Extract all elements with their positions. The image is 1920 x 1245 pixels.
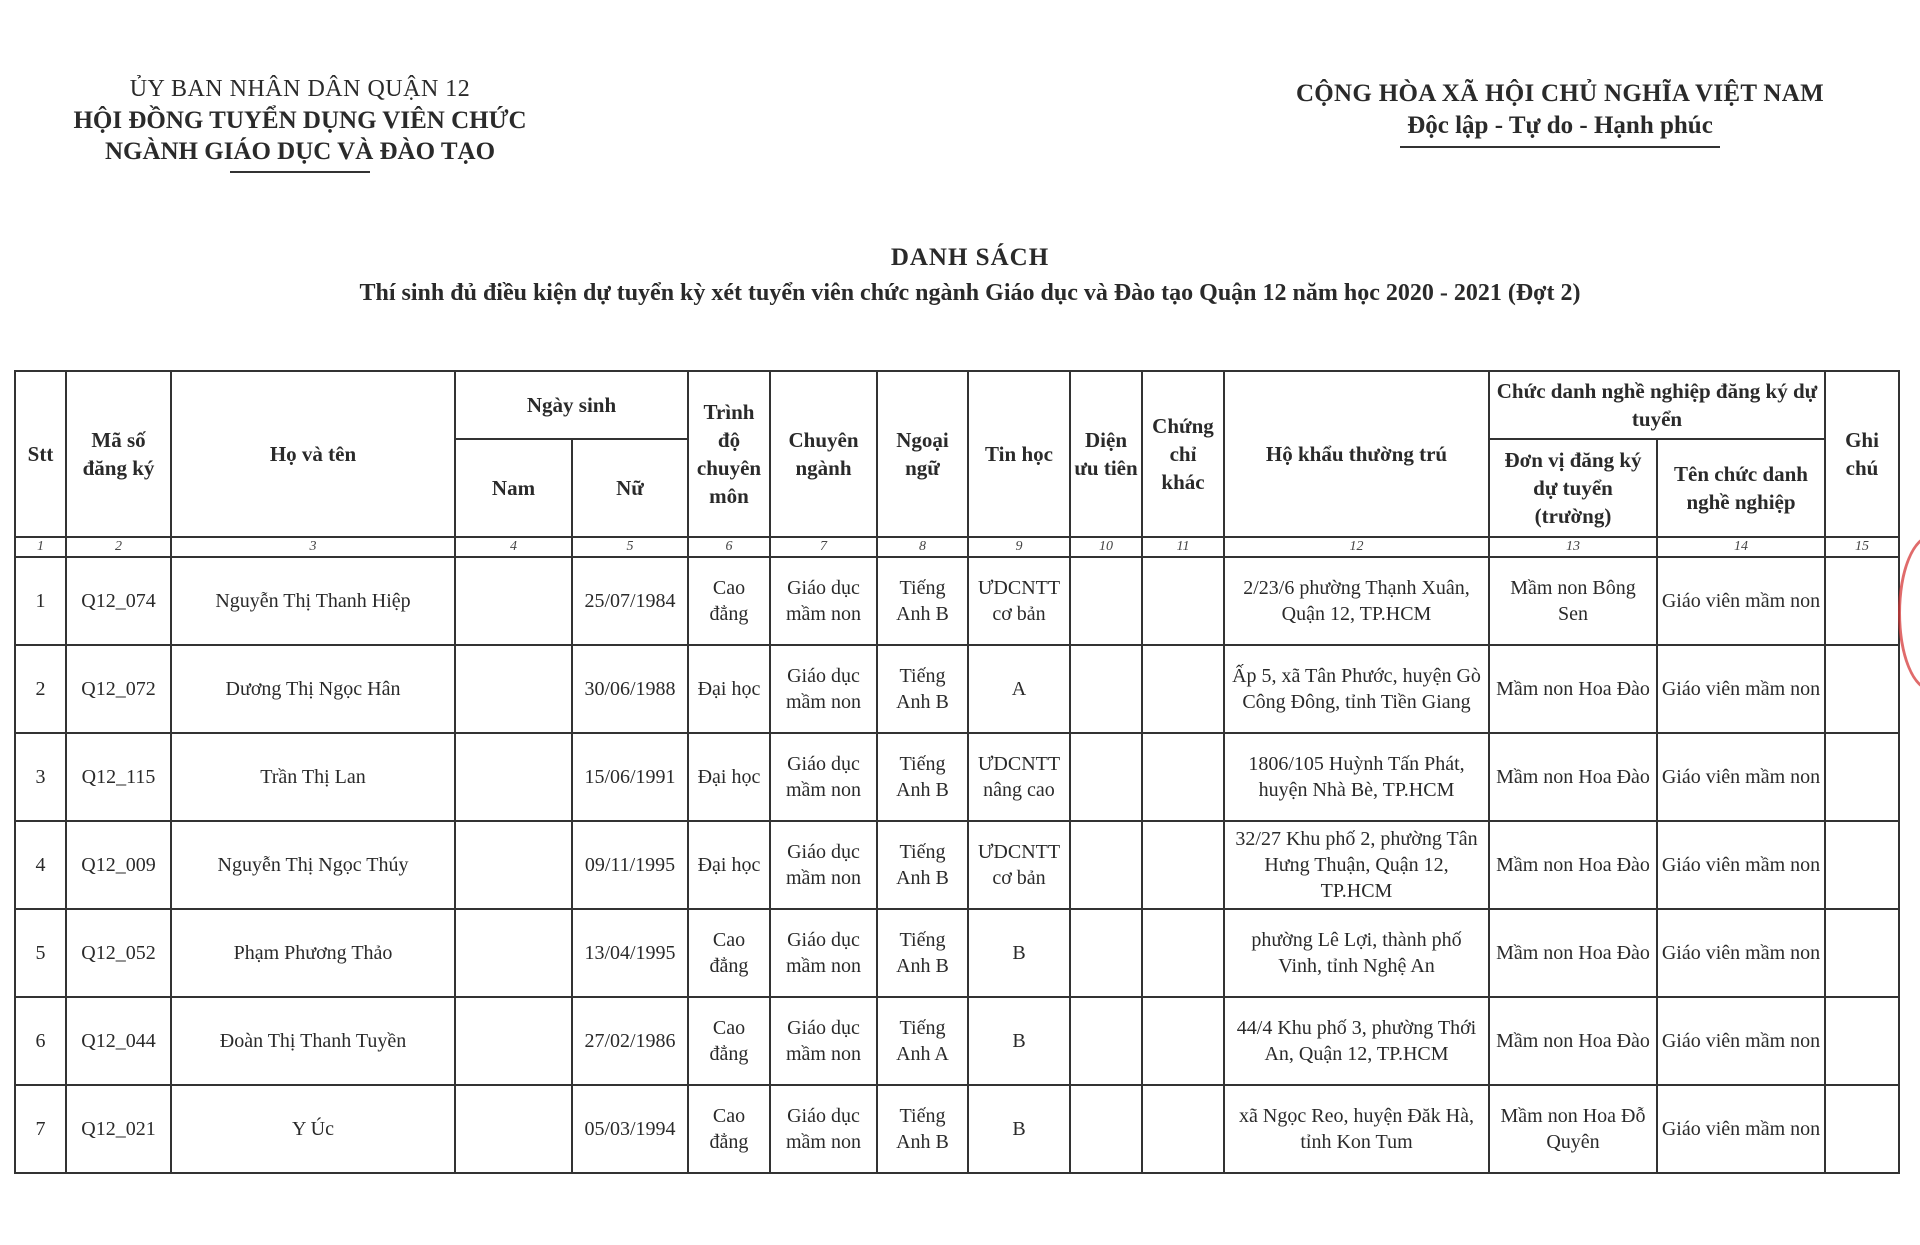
issuing-authority [40,74,560,173]
table-row [15,733,1899,821]
cell-chung-chi-khac [1142,997,1224,1085]
authority-line-1: ỦY BAN NHÂN DÂN QUẬN 12 [129,76,471,102]
table-row [15,821,1899,909]
header-dien-uu-tien: Diện ưu tiên [1070,371,1142,537]
cell-ho-khau: 44/4 Khu phố 3, phường Thới An, Quận 12, TP.HCM [1224,997,1489,1085]
column-number: 15 [1825,537,1899,557]
cell-chuyen-nganh: Giáo dục mầm non [770,909,877,997]
document-subtitle: Thí sinh đủ điều kiện dự tuyển kỳ xét tuyển viên chức ngành Giáo dục và Đào tạo Quận 12 năm học 2020 - 2021 (Đợt 2) [359,280,1581,306]
cell-ten-chuc-danh: Giáo viên mầm non [1657,821,1825,909]
cell-tin-hoc: B [968,997,1070,1085]
cell-stt: 2 [15,645,66,733]
cell-ho-ten: Trần Thị Lan [171,733,455,821]
cell-dien-uu-tien [1070,997,1142,1085]
cell-ho-ten: Dương Thị Ngọc Hân [171,645,455,733]
header-ten-chuc-danh: Tên chức danh nghề nghiệp [1657,439,1825,537]
cell-ngoai-ngu: Tiếng Anh B [877,733,968,821]
cell-ten-chuc-danh: Giáo viên mầm non [1657,1085,1825,1173]
column-number: 13 [1489,537,1657,557]
document-title: DANH SÁCH [890,244,1050,271]
cell-chung-chi-khac [1142,733,1224,821]
cell-trinh-do: Cao đẳng [688,1085,770,1173]
header-trinh-do: Trình độ chuyên môn [688,371,770,537]
header-ma-so: Mã số đăng ký [66,371,171,537]
cell-chuyen-nganh: Giáo dục mầm non [770,645,877,733]
column-number: 12 [1224,537,1489,557]
cell-don-vi: Mầm non Hoa Đào [1489,733,1657,821]
column-number: 9 [968,537,1070,557]
header-chuc-danh: Chức danh nghề nghiệp đăng ký dự tuyển [1489,371,1825,439]
column-number: 5 [572,537,688,557]
column-number: 11 [1142,537,1224,557]
cell-don-vi: Mầm non Bông Sen [1489,557,1657,645]
cell-ghi-chu [1825,909,1899,997]
table-row [15,909,1899,997]
cell-ma-so: Q12_115 [66,733,171,821]
column-number: 2 [66,537,171,557]
cell-dien-uu-tien [1070,733,1142,821]
red-seal-stamp [1898,535,1920,691]
cell-ghi-chu [1825,1085,1899,1173]
cell-ho-ten: Y Úc [171,1085,455,1173]
header-nam: Nam [455,439,572,537]
cell-trinh-do: Đại học [688,645,770,733]
column-number: 8 [877,537,968,557]
cell-ten-chuc-danh: Giáo viên mầm non [1657,733,1825,821]
cell-ten-chuc-danh: Giáo viên mầm non [1657,645,1825,733]
header-stt: Stt [15,371,66,537]
cell-ngoai-ngu: Tiếng Anh A [877,997,968,1085]
header-don-vi: Đơn vị đăng ký dự tuyển (trường) [1489,439,1657,537]
cell-nu: 30/06/1988 [572,645,688,733]
cell-trinh-do: Đại học [688,821,770,909]
cell-tin-hoc: B [968,1085,1070,1173]
national-motto [1290,78,1830,148]
cell-ho-ten: Nguyễn Thị Thanh Hiệp [171,557,455,645]
cell-chung-chi-khac [1142,909,1224,997]
cell-trinh-do: Cao đẳng [688,909,770,997]
header-ngay-sinh: Ngày sinh [455,371,688,439]
cell-ghi-chu [1825,645,1899,733]
cell-trinh-do: Cao đẳng [688,997,770,1085]
cell-ten-chuc-danh: Giáo viên mầm non [1657,909,1825,997]
cell-chuyen-nganh: Giáo dục mầm non [770,821,877,909]
authority-line-3: NGÀNH GIÁO DỤC VÀ ĐÀO TẠO [104,138,496,165]
cell-ho-ten: Nguyễn Thị Ngọc Thúy [171,821,455,909]
cell-don-vi: Mầm non Hoa Đào [1489,645,1657,733]
table-row [15,557,1899,645]
cell-stt: 5 [15,909,66,997]
header-nu: Nữ [572,439,688,537]
motto: Độc lập - Tự do - Hạnh phúc [1407,112,1713,139]
cell-nam [455,557,572,645]
cell-stt: 3 [15,733,66,821]
cell-nu: 15/06/1991 [572,733,688,821]
cell-don-vi: Mầm non Hoa Đào [1489,909,1657,997]
candidate-table [14,370,1900,1174]
table-row [15,645,1899,733]
header-ghi-chu: Ghi chú [1825,371,1899,537]
cell-tin-hoc: ƯDCNTT cơ bản [968,821,1070,909]
cell-ho-khau: 2/23/6 phường Thạnh Xuân, Quận 12, TP.HCM [1224,557,1489,645]
cell-tin-hoc: ƯDCNTT nâng cao [968,733,1070,821]
cell-nu: 25/07/1984 [572,557,688,645]
cell-ma-so: Q12_021 [66,1085,171,1173]
cell-ho-khau: 32/27 Khu phố 2, phường Tân Hưng Thuận, Quận 12, TP.HCM [1224,821,1489,909]
cell-don-vi: Mầm non Hoa Đỗ Quyên [1489,1085,1657,1173]
cell-don-vi: Mầm non Hoa Đào [1489,997,1657,1085]
cell-stt: 6 [15,997,66,1085]
column-number: 3 [171,537,455,557]
cell-dien-uu-tien [1070,1085,1142,1173]
cell-chung-chi-khac [1142,1085,1224,1173]
cell-nam [455,1085,572,1173]
cell-nu: 13/04/1995 [572,909,688,997]
cell-ngoai-ngu: Tiếng Anh B [877,557,968,645]
cell-tin-hoc: B [968,909,1070,997]
cell-chuyen-nganh: Giáo dục mầm non [770,557,877,645]
cell-stt: 7 [15,1085,66,1173]
header-ho-ten: Họ và tên [171,371,455,537]
cell-ten-chuc-danh: Giáo viên mầm non [1657,557,1825,645]
cell-chung-chi-khac [1142,557,1224,645]
cell-ngoai-ngu: Tiếng Anh B [877,645,968,733]
header-chuyen-nganh: Chuyên ngành [770,371,877,537]
cell-trinh-do: Cao đẳng [688,557,770,645]
cell-ten-chuc-danh: Giáo viên mầm non [1657,997,1825,1085]
cell-chung-chi-khac [1142,645,1224,733]
column-number: 14 [1657,537,1825,557]
cell-tin-hoc: A [968,645,1070,733]
column-number: 7 [770,537,877,557]
column-number: 4 [455,537,572,557]
cell-nam [455,997,572,1085]
cell-ghi-chu [1825,733,1899,821]
cell-ma-so: Q12_072 [66,645,171,733]
cell-trinh-do: Đại học [688,733,770,821]
cell-nam [455,821,572,909]
authority-underline [230,171,370,173]
header-ho-khau: Hộ khẩu thường trú [1224,371,1489,537]
cell-ho-ten: Đoàn Thị Thanh Tuyền [171,997,455,1085]
cell-nu: 05/03/1994 [572,1085,688,1173]
cell-ho-khau: phường Lê Lợi, thành phố Vinh, tỉnh Nghệ An [1224,909,1489,997]
cell-ghi-chu [1825,821,1899,909]
header-tin-hoc: Tin học [968,371,1070,537]
cell-ho-ten: Phạm Phương Thảo [171,909,455,997]
cell-ma-so: Q12_044 [66,997,171,1085]
cell-ho-khau: xã Ngọc Reo, huyện Đăk Hà, tỉnh Kon Tum [1224,1085,1489,1173]
cell-chuyen-nganh: Giáo dục mầm non [770,997,877,1085]
column-number: 10 [1070,537,1142,557]
cell-dien-uu-tien [1070,821,1142,909]
cell-stt: 1 [15,557,66,645]
cell-don-vi: Mầm non Hoa Đào [1489,821,1657,909]
cell-stt: 4 [15,821,66,909]
header-chung-chi-khac: Chứng chỉ khác [1142,371,1224,537]
column-number: 6 [688,537,770,557]
column-number-row [15,537,1899,557]
cell-tin-hoc: ƯDCNTT cơ bản [968,557,1070,645]
cell-ma-so: Q12_009 [66,821,171,909]
document-title-block [0,241,1920,311]
cell-ngoai-ngu: Tiếng Anh B [877,1085,968,1173]
table-row [15,1085,1899,1173]
cell-chung-chi-khac [1142,821,1224,909]
cell-ma-so: Q12_074 [66,557,171,645]
cell-ngoai-ngu: Tiếng Anh B [877,821,968,909]
header-ngoai-ngu: Ngoại ngữ [877,371,968,537]
cell-nu: 27/02/1986 [572,997,688,1085]
cell-nam [455,733,572,821]
authority-line-2: HỘI ĐỒNG TUYỂN DỤNG VIÊN CHỨC [73,107,527,134]
column-number: 1 [15,537,66,557]
cell-dien-uu-tien [1070,557,1142,645]
cell-ma-so: Q12_052 [66,909,171,997]
cell-ghi-chu [1825,997,1899,1085]
cell-chuyen-nganh: Giáo dục mầm non [770,1085,877,1173]
cell-dien-uu-tien [1070,645,1142,733]
cell-nam [455,645,572,733]
cell-ho-khau: Ấp 5, xã Tân Phước, huyện Gò Công Đông, tỉnh Tiền Giang [1224,645,1489,733]
cell-ghi-chu [1825,557,1899,645]
cell-chuyen-nganh: Giáo dục mầm non [770,733,877,821]
motto-underline [1400,146,1720,148]
table-row [15,997,1899,1085]
cell-ho-khau: 1806/105 Huỳnh Tấn Phát, huyện Nhà Bè, TP.HCM [1224,733,1489,821]
cell-dien-uu-tien [1070,909,1142,997]
country-name: CỘNG HÒA XÃ HỘI CHỦ NGHĨA VIỆT NAM [1295,80,1825,107]
cell-ngoai-ngu: Tiếng Anh B [877,909,968,997]
cell-nam [455,909,572,997]
cell-nu: 09/11/1995 [572,821,688,909]
